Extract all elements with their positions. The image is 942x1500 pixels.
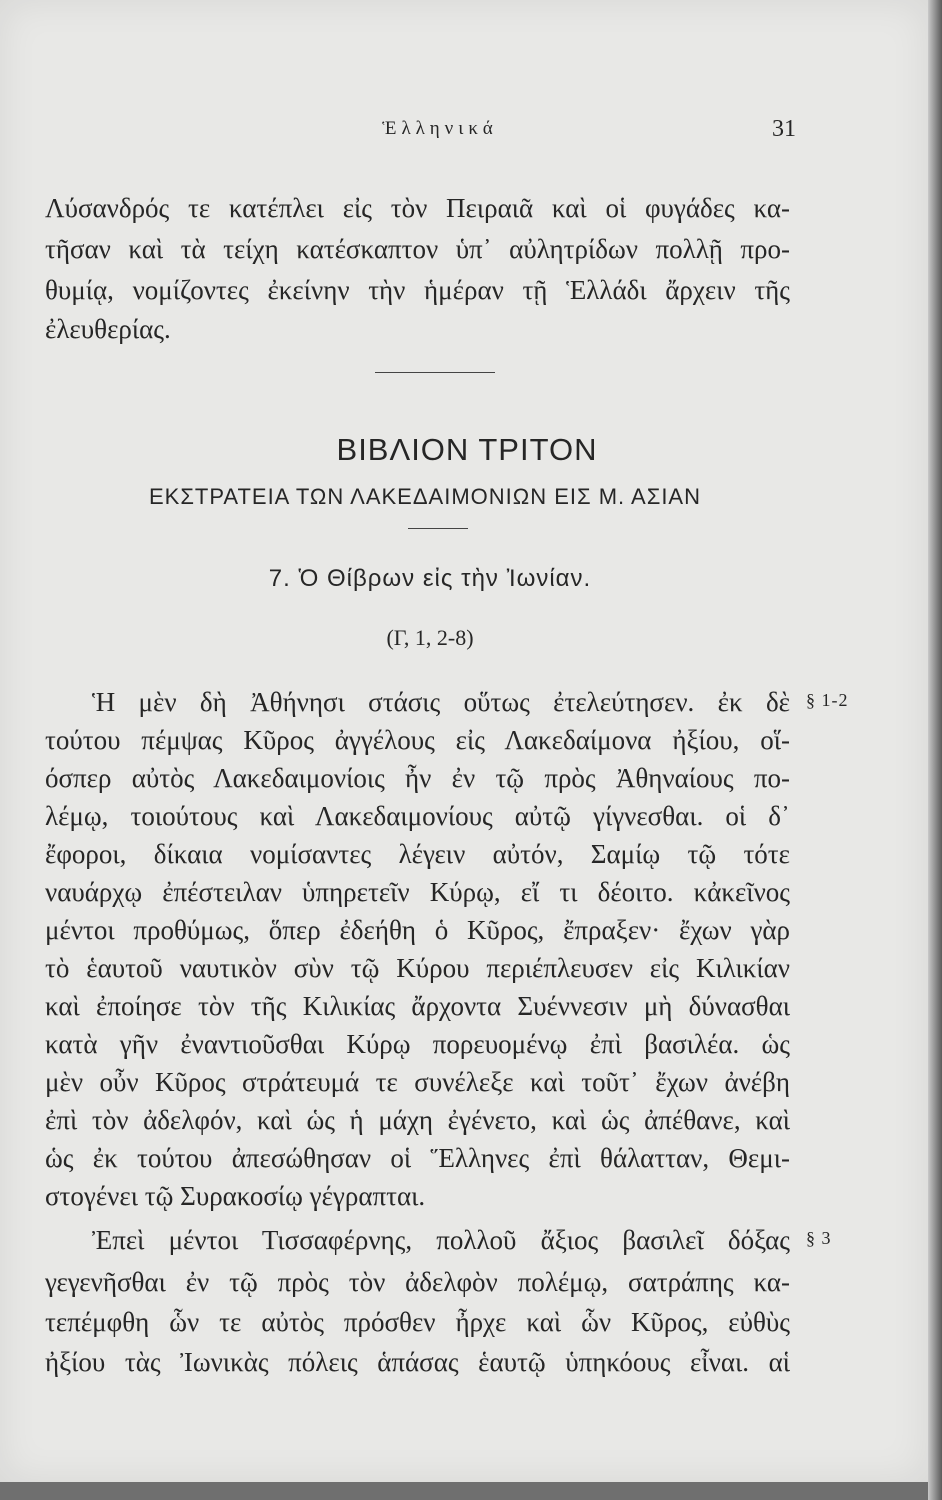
scan-right-edge <box>928 0 942 1500</box>
paragraph-line: γεγενῆσθαι ἐν τῷ πρὸς τὸν ἀδελφὸν πολέμῳ, σατράπης κα- <box>45 1267 790 1297</box>
title-divider <box>408 528 468 529</box>
paragraph-line: μὲν οὖν Κῦρος στράτευμά τε συνέλεξε καὶ τοῦτ᾽ ἔχων ἀνέβη <box>45 1067 790 1097</box>
page-number: 31 <box>772 116 796 142</box>
paragraph-line: τὸ ἑαυτοῦ ναυτικὸν σὺν τῷ Κύρου περιέπλευσεν εἰς Κιλικίαν <box>45 953 790 983</box>
paragraph-line: ἐπὶ τὸν ἀδελφόν, καὶ ὡς ἡ μάχη ἐγένετο, καὶ ὡς ἀπέθανε, καὶ <box>45 1105 790 1135</box>
running-header-title: Ἑλληνικά <box>382 118 498 139</box>
paragraph-line: στογένει τῷ Συρακοσίῳ γέγραπται. <box>45 1181 426 1211</box>
paragraph-line: όσπερ αὐτὸς Λακεδαιμονίοις ἦν ἐν τῷ πρὸς Ἀθηναίους πο- <box>45 763 790 793</box>
paragraph-line: Ἐπεὶ μέντοι Τισσαφέρνης, πολλοῦ ἄξιος βασιλεῖ δόξας <box>92 1225 790 1255</box>
paragraph-line: καὶ ἐποίησε τὸν τῆς Κιλικίας ἄρχοντα Συέννεσιν μὴ δύνασθαι <box>45 991 790 1021</box>
margin-section-ref: § 3 <box>806 1228 832 1248</box>
intro-line: θυμίᾳ, νομίζοντες ἐκείνην τὴν ἡμέραν τῇ Ἑλλάδι ἄρχειν τῆς <box>45 275 790 305</box>
chapter-reference: (Γ, 1, 2-8) <box>386 625 474 650</box>
margin-section-ref: § 1-2 <box>806 690 849 710</box>
paragraph-line: λέμῳ, τοιούτους καὶ Λακεδαιμονίους αὐτῷ γίγνεσθαι. οἱ δ᾽ <box>45 801 790 831</box>
paragraph-line: ἠξίου τὰς Ἰωνικὰς πόλεις ἁπάσας ἑαυτῷ ὑπηκόους εἶναι. αἱ <box>45 1347 790 1377</box>
paragraph-line: ἔφοροι, δίκαια νομίσαντες λέγειν αὐτόν, Σαμίῳ τῷ τότε <box>45 839 790 869</box>
paragraph-line: τούτου πέμψας Κῦρος ἀγγέλους εἰς Λακεδαίμονα ἠξίου, οἵ- <box>45 725 790 755</box>
intro-line: Λύσανδρός τε κατέπλει εἰς τὸν Πειραιᾶ καὶ οἱ φυγάδες κα- <box>45 193 790 223</box>
paragraph-line: ὡς ἐκ τούτου ἀπεσώθησαν οἱ Ἕλληνες ἐπὶ θάλατταν, Θεμι- <box>45 1143 790 1173</box>
intro-line: ἐλευθερίας. <box>45 314 171 344</box>
paragraph-line: ναυάρχῳ ἐπέστειλαν ὑπηρετεῖν Κύρῳ, εἴ τι δέοιτο. κἀκεῖνος <box>45 877 790 907</box>
paragraph-line: τεπέμφθη ὧν τε αὐτὸς πρόσθεν ἦρχε καὶ ὧν Κῦρος, εὐθὺς <box>45 1307 790 1337</box>
paragraph-line: Ἡ μὲν δὴ Ἀθήνησι στάσις οὕτως ἐτελεύτησεν. ἐκ δὲ <box>92 687 790 717</box>
book-subtitle: ΕΚΣΤΡΑΤΕΙΑ ΤΩΝ ΛΑΚΕΔΑΙΜΟΝΙΩΝ ΕΙΣ Μ. ΑΣΙΑΝ <box>148 484 701 509</box>
paragraph-line: μέντοι προθύμως, ὅπερ ἐδεήθη ὁ Κῦρος, ἔπραξεν· ἔχων γὰρ <box>45 915 790 945</box>
book-title: ΒΙΒΛΙΟΝ ΤΡΙΤΟΝ <box>336 432 598 467</box>
chapter-heading: 7. Ὁ Θίβρων εἰς τὴν Ἰωνίαν. <box>268 565 592 592</box>
intro-line: τῆσαν καὶ τὰ τείχη κατέσκαπτον ὑπ᾽ αὐλητρίδων πολλῇ προ- <box>45 234 790 264</box>
section-divider <box>375 372 495 373</box>
paragraph-line: κατὰ γῆν ἐναντιοῦσθαι Κύρῳ πορευομένῳ ἐπὶ βασιλέα. ὡς <box>45 1029 790 1059</box>
